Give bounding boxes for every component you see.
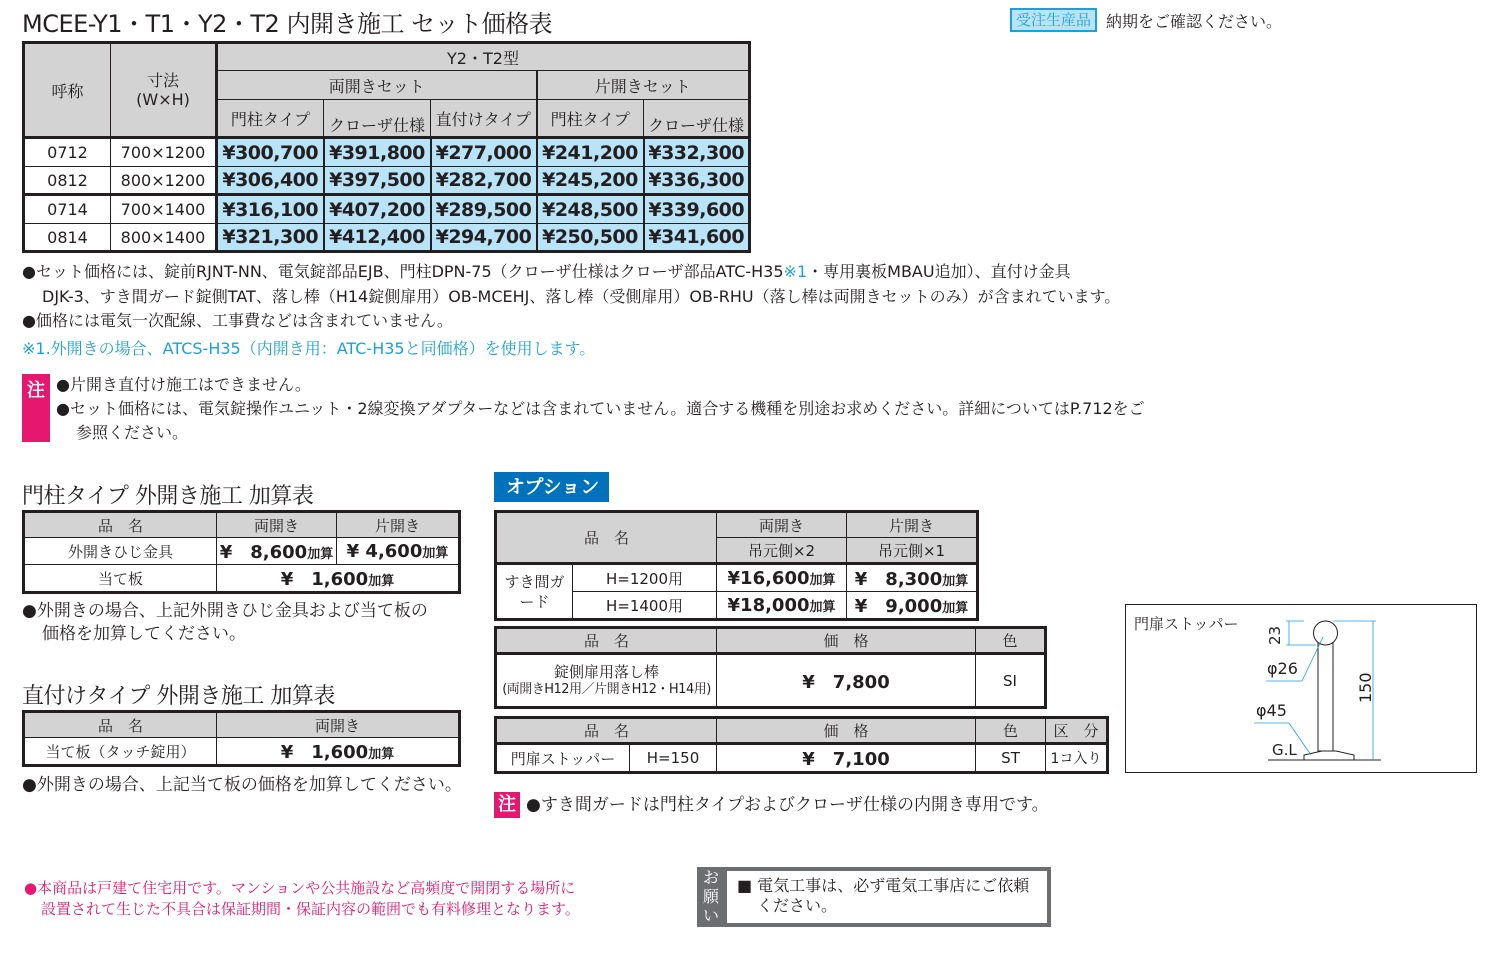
color-cell: SI [976, 654, 1046, 708]
header-closer-spec-single: クローザ仕様 [644, 100, 750, 138]
price-cell: ¥ 4,600加算 [337, 538, 460, 565]
footnote-1: ※1.外開きの場合、ATCS-H35（内開き用：ATC-H35と同価格）を使用します。 [22, 339, 596, 358]
price-cell: ¥ 1,600加算 [217, 738, 460, 766]
price-cell: ¥16,600加算 [717, 564, 847, 592]
price-cell: ¥407,200 [324, 195, 431, 224]
dim-total-height: 150 [1356, 672, 1375, 703]
price-cell: ¥336,300 [644, 167, 750, 195]
option-caution-text: ●すき間ガードは門柱タイプおよびクローザ仕様の内開き専用です。 [526, 795, 1049, 815]
table-row [496, 654, 1046, 708]
price-cell: ¥ 1,600加算 [217, 565, 460, 593]
footnote-ref: ※1 [783, 262, 808, 281]
stopper-drawing [1126, 605, 1478, 774]
request-line-1: ■ 電気工事は、必ず電気工事店にご依頼 [737, 876, 1030, 895]
dim-ball-diameter: φ26 [1267, 659, 1298, 678]
price-cell: ¥ 8,300加算 [847, 564, 978, 592]
header-group: Y2・T2型 [217, 43, 750, 71]
header-hinge-x1: 吊元側×1 [847, 538, 978, 564]
price-cell: ¥241,200 [537, 138, 644, 167]
header-item-name: 品 名 [24, 712, 217, 738]
header-item-name: 品 名 [496, 718, 717, 744]
item-name: 当て板 [24, 565, 217, 593]
table-row [496, 744, 1108, 773]
color-cell: ST [976, 744, 1046, 773]
header-category: 区 分 [1046, 718, 1108, 744]
price-cell: ¥248,500 [537, 195, 644, 224]
caution-label: 注 [22, 374, 50, 442]
row-size: 800×1400 [111, 224, 217, 252]
table-row [24, 167, 750, 195]
table-row [24, 195, 750, 224]
request-label: お 願 い [702, 868, 719, 925]
price-cell: ¥397,500 [324, 167, 431, 195]
header-double: 両開き [217, 512, 337, 538]
price-cell: ¥ 9,000加算 [847, 592, 978, 620]
header-name: 呼称 [24, 43, 111, 138]
header-single-set: 片開きセット [537, 71, 750, 100]
row-code: 0712 [24, 138, 111, 167]
header-direct-type: 直付けタイプ [431, 100, 537, 138]
header-price: 価 格 [717, 718, 976, 744]
price-cell: ¥339,600 [644, 195, 750, 224]
row-code: 0812 [24, 167, 111, 195]
price-cell: ¥391,800 [324, 138, 431, 167]
warning-line-1: ●本商品は戸建て住宅用です。マンションや公共施設など高頻度で開閉する場所に [24, 879, 576, 897]
category-cell: 1コ入り [1046, 744, 1108, 773]
price-cell: ¥321,300 [217, 224, 324, 252]
header-double: 両開き [217, 712, 460, 738]
price-cell: ¥250,500 [537, 224, 644, 252]
made-to-order-badge: 受注生産品 [1010, 8, 1097, 32]
excluded-items-note: ●価格には電気一次配線、工事費などは含まれていません。 [22, 311, 453, 330]
ground-level-label: G.L [1272, 741, 1297, 759]
price-cell: ¥282,700 [431, 167, 537, 195]
post-outward-note-1: ●外開きの場合、上記外開きひじ金具および当て板の [22, 601, 428, 621]
price-cell: ¥316,100 [217, 195, 324, 224]
diagram-title: 門扉ストッパー [1134, 615, 1239, 633]
direct-outward-note: ●外開きの場合、上記当て板の価格を加算してください。 [22, 775, 462, 795]
residential-use-warning [24, 878, 580, 920]
price-cell: ¥294,700 [431, 224, 537, 252]
row-size: 700×1400 [111, 195, 217, 224]
header-color: 色 [976, 718, 1046, 744]
item-size: H=150 [630, 744, 717, 773]
table-row [24, 738, 460, 766]
table-row [496, 564, 978, 592]
table-row [24, 138, 750, 167]
price-cell: ¥412,400 [324, 224, 431, 252]
price-cell: ¥306,400 [217, 167, 324, 195]
set-price-table [22, 41, 751, 253]
item-size: H=1400用 [573, 592, 717, 620]
drop-rod-table [494, 626, 1047, 709]
caution-line-2: ●セット価格には、電気錠操作ユニット・2線変換アダプターなどは含まれていません。適合する機種を別途お求めください。詳細についてはP.712をご [56, 399, 1145, 418]
order-note: 納期をご確認ください。 [1106, 12, 1283, 31]
price-cell: ¥ 7,800 [717, 654, 976, 708]
item-name: 錠側扉用落し棒 (両開きH12用／片開きH12・H14用) [496, 654, 717, 708]
request-box [697, 867, 1051, 927]
gap-guard-table [494, 510, 979, 621]
row-size: 800×1200 [111, 167, 217, 195]
included-items-note: ●セット価格には、錠前RJNT-NN、電気錠部品EJB、門柱DPN-75（クローザ仕様はクローザ部品ATC-H35※1・専用裏板MBAU追加）、直付け金具 [22, 262, 1071, 281]
header-color: 色 [976, 628, 1046, 654]
post-outward-table [22, 510, 461, 594]
option-caution-label: 注 [494, 792, 520, 818]
door-stopper-diagram [1125, 604, 1477, 773]
header-item-name: 品 名 [496, 512, 717, 564]
row-code: 0714 [24, 195, 111, 224]
table-row [24, 565, 460, 593]
item-size: H=1200用 [573, 564, 717, 592]
header-single: 片開き [337, 512, 460, 538]
direct-outward-table [22, 710, 461, 767]
price-cell: ¥332,300 [644, 138, 750, 167]
header-item-name: 品 名 [496, 628, 717, 654]
header-hinge-x2: 吊元側×2 [717, 538, 847, 564]
header-post-type: 門柱タイプ [217, 100, 324, 138]
header-double: 両開き [717, 512, 847, 538]
gap-guard-group: すき間ガード [496, 564, 573, 620]
header-single: 片開き [847, 512, 978, 538]
table-row [24, 538, 460, 565]
page-title: MCEE-Y1・T1・Y2・T2 内開き施工 セット価格表 [22, 10, 553, 38]
price-cell: ¥18,000加算 [717, 592, 847, 620]
caution-line-1: ●片開き直付け施工はできません。 [56, 375, 311, 394]
post-outward-title: 門柱タイプ 外開き施工 加算表 [22, 484, 314, 509]
item-name: 門扉ストッパー [496, 744, 630, 773]
header-post-type-single: 門柱タイプ [537, 100, 644, 138]
header-size [111, 43, 217, 138]
price-cell: ¥289,500 [431, 195, 537, 224]
item-name: 当て板（タッチ錠用） [24, 738, 217, 766]
request-line-2: ください。 [757, 896, 838, 915]
price-cell: ¥ 8,600加算 [217, 538, 337, 565]
header-closer-spec: クローザ仕様 [324, 100, 431, 138]
dim-ball-height: 23 [1266, 625, 1284, 645]
caution-line-3: 参照ください。 [76, 423, 189, 442]
post-outward-note-2: 価格を加算してください。 [42, 624, 246, 644]
table-row [24, 224, 750, 252]
row-size: 700×1200 [111, 138, 217, 167]
option-section-label: オプション [494, 472, 609, 502]
direct-outward-title: 直付けタイプ 外開き施工 加算表 [22, 684, 335, 709]
price-cell: ¥245,200 [537, 167, 644, 195]
header-double-set: 両開きセット [217, 71, 537, 100]
row-code: 0814 [24, 224, 111, 252]
header-size-unit: (W×H) [136, 90, 190, 109]
dim-base-diameter: φ45 [1256, 701, 1287, 720]
price-cell: ¥341,600 [644, 224, 750, 252]
header-size-label: 寸法 [146, 71, 179, 90]
price-cell: ¥277,000 [431, 138, 537, 167]
price-cell: ¥300,700 [217, 138, 324, 167]
header-price: 価 格 [717, 628, 976, 654]
header-item-name: 品 名 [24, 512, 217, 538]
warning-line-2: 設置されて生じた不具合は保証期間・保証内容の範囲でも有料修理となります。 [41, 900, 580, 918]
item-name: 外開きひじ金具 [24, 538, 217, 565]
included-items-note-cont: DJK-3、すき間ガード錠側TAT、落し棒（H14錠側扉用）OB-MCEHJ、落し棒（受側扉用）OB-RHU（落し棒は両開きセットのみ）が含まれています。 [42, 287, 1121, 306]
door-stopper-table [494, 716, 1109, 774]
price-cell: ¥ 7,100 [717, 744, 976, 773]
request-text [727, 871, 1047, 923]
